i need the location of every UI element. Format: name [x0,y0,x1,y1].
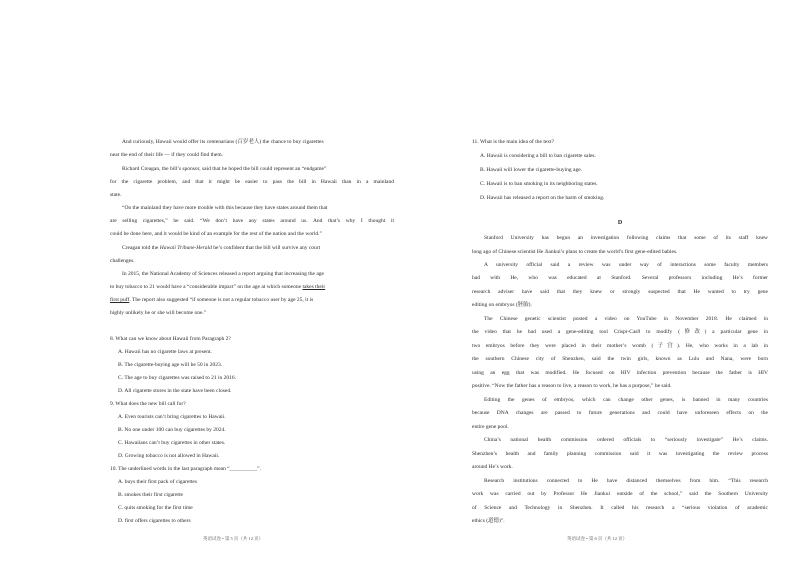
text-line: And curiously, Hawaii would offer its centenarians (百岁老人) the chance to buy cigarettes [122,139,324,145]
text-line: the southern Chinese city of Shenzhen, said the twin girls, known as Lulu and Nana, were born [472,356,768,362]
text-line: editing on embryos (胚胎). [472,302,532,308]
text-line: ethics (道德)”. [472,518,505,524]
answer-option: B. smokes their first cigarette [118,492,183,498]
text-line: highly unlikely he or she will become one.” [110,310,207,316]
text-line: The Chinese genetic scientist posted a video on YouTube in November 2018. He claimed in [484,316,768,322]
text-line: because DNA changes are passed to future generations and could have unforeseen effects on the [472,410,768,416]
answer-option: B. The cigarette-buying age will be 50 in 2023. [118,362,223,368]
text-line: challenges. [110,258,135,264]
section-heading: D [617,220,623,226]
question-stem: 10. The underlined words in the last paragraph mean “__________”. [110,466,261,472]
question-stem: 8. What can we know about Hawaii from Paragraph 2? [110,336,231,342]
text-span: . The report also suggested “if someone is not a regular tobacco user by age 25, it is [129,297,314,303]
text-line: had with He, who was educated at Stanford. Several professors including He’s former [472,275,768,281]
answer-option: A. buys their first pack of cigarettes [118,479,197,485]
newspaper-name: Hawaii Tribune-Herald [159,245,212,251]
text-line: around He’s work. [472,464,513,470]
underlined-phrase: takes their [302,284,326,290]
page-footer: 英语试卷 • 第 5 页（共 12 页） [203,536,264,541]
text-line: near the end of their life — if they could find them. [110,152,224,158]
answer-option: D. Hawaii has released a report on the harm of smoking. [480,195,605,201]
answer-option: B. No one under 100 can buy cigarettes by 2024. [118,427,226,433]
text-line [122,245,320,252]
text-line: work was carried out by Professor He Jiankui outside of the school,” said the Southern University [472,491,768,497]
text-line: “On the mainland they have more trouble with this because they have states around them that [122,205,328,211]
answer-option: A. Hawaii has no cigarette laws at present. [118,349,212,355]
answer-option: D. All cigarette stores in the state have been closed. [118,388,232,394]
text-span: Creagan told the [122,245,160,251]
answer-option: D. Growing tobacco is not allowed in Hawaii. [118,453,220,459]
text-line: Editing the genes of embryos, which can change other genes, is banned in many countries [484,397,768,403]
underlined-phrase: first puff [110,297,130,303]
answer-option: C. The age to buy cigarettes was raised to 21 in 2016. [118,375,236,381]
answer-option: C. Hawaiians can’t buy cigarettes in other states. [118,440,226,446]
answer-option: C. quits smoking for the first time [118,505,193,511]
answer-option: D. first offers cigarettes to others [118,518,191,524]
text-line: are selling cigarettes,” he said. “We don’t have any states around us. And that’s why I thought it [110,218,394,224]
text-line: research adviser have said that they knew or strongly suspected that He wanted to try gene [472,289,768,295]
text-line: state. [110,192,122,198]
answer-option: A. Even tourists can’t bring cigarettes to Hawaii. [118,414,226,420]
text-line [110,297,313,304]
text-line: the video that he had used a gene-editing tool Crispr-Cas9 to modify (修改) a particular gene in [472,329,768,335]
text-line: A university official said a review was under way of interactions some faculty members [484,262,768,268]
text-line: entire gene pool. [472,424,509,430]
text-span: he’s confident that the bill will survive any court [211,245,321,251]
text-line: could be done here, and it would be kind of an example for the rest of the nation and the world.” [110,231,322,237]
text-line: Stanford University has begun an investigation following claims that some of its staff knew [484,235,768,241]
text-line: long ago of Chinese scientist He Jiankui’s plans to create the world’s first gene-edited babies. [472,249,678,255]
answer-option: B. Hawaii will lower the cigarette-buying age. [480,167,583,173]
question-stem: 11. What is the main idea of the text? [472,139,555,145]
text-span: to buy tobacco to 21 would have a “considerable impact” on the age at which someone [110,284,303,290]
text-line: Shenzhen’s health and family planning commission said it was investigating the review process [472,451,768,457]
text-line: two embryos before they were placed in their mother’s womb (子宫). He, who works in a lab in [472,343,768,349]
question-stem: 9. What does the new bill call for? [110,401,186,407]
answer-option: C. Hawaii is to ban smoking in its neighboring states. [480,181,598,187]
text-line: using an egg that was modified. He focused on HIV infection prevention because the father is HIV [472,370,768,376]
text-line: for the cigarette problem, and that it might be easier to pass the bill in Hawaii than in a mainland [110,179,394,185]
text-line: Richard Creagan, the bill’s sponsor, said that he hoped the bill could represent an “endgame” [122,166,327,172]
text-line: positive. “Now the father has a reason to live, a reason to work, he has a purpose,” he said. [472,383,672,389]
answer-option: A. Hawaii is considering a bill to ban cigarette sales. [480,153,596,159]
text-line: of Science and Technology in Shenzhen. It called his research a “serious violation of academic [472,505,768,511]
text-line: Research institutions connected to He have distanced themselves from him. “This research [484,478,768,484]
page-footer: 英语试卷 • 第 6 页（共 12 页） [567,536,628,541]
text-line: In 2015, the National Academy of Sciences released a report arguing that increasing the age [122,271,324,277]
text-line: China’s national health commission ordered officials to “seriously investigate” He’s claims. [484,437,768,443]
text-line [110,284,325,291]
